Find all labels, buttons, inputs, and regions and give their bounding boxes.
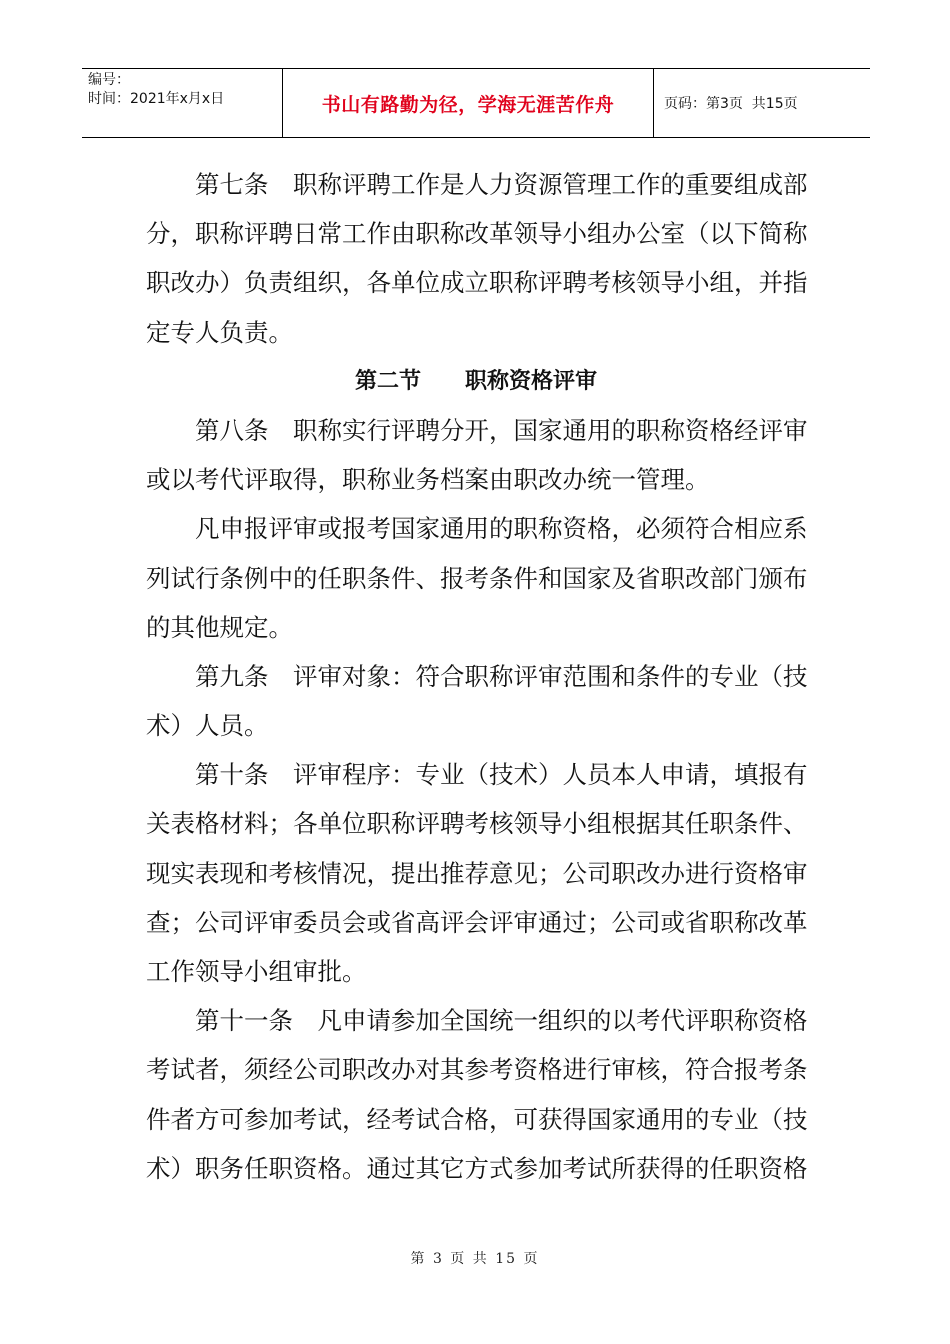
section-title: 第二节 职称资格评审: [354, 368, 597, 394]
page-header: [82, 68, 870, 138]
body-line: 考试者，须经公司职改办对其参考资格进行审核，符合报考条: [146, 1055, 808, 1085]
body-line: 关表格材料；各单位职称评聘考核领导小组根据其任职条件、: [146, 809, 808, 839]
page-info: 页码：第3页 共15页: [664, 96, 798, 112]
body-line: 分，职称评聘日常工作由职称改革领导小组办公室（以下简称: [146, 219, 808, 249]
body-line: 定专人负责。: [146, 317, 293, 347]
code-label: 编号：: [88, 72, 130, 88]
body-line: 现实表现和考核情况，提出推荐意见；公司职改办进行资格审: [146, 858, 808, 888]
body-line: 或以考代评取得，职称业务档案由职改办统一管理。: [146, 465, 710, 495]
body-line: 职改办）负责组织，各单位成立职称评聘考核领导小组，并指: [146, 268, 808, 298]
body-line: 第九条 评审对象：符合职称评审范围和条件的专业（技: [195, 661, 808, 691]
body-line: 第十一条 凡申请参加全国统一组织的以考代评职称资格: [195, 1006, 808, 1036]
body-line: 第八条 职称实行评聘分开，国家通用的职称资格经评审: [195, 415, 808, 445]
body-line: 件者方可参加考试，经考试合格，可获得国家通用的专业（技: [146, 1104, 808, 1134]
header-page-info-cell: [654, 69, 870, 137]
body-line: 的其他规定。: [146, 612, 293, 642]
date-label: 时间：2021年x月x日: [88, 91, 225, 107]
body-line: 查；公司评审委员会或省高评会评审通过；公司或省职称改革: [146, 907, 808, 937]
body-line: 列试行条例中的任职条件、报考条件和国家及省职改部门颁布: [146, 563, 808, 593]
body-line: 第十条 评审程序：专业（技术）人员本人申请，填报有: [195, 760, 808, 790]
body-line: 凡申报评审或报考国家通用的职称资格，必须符合相应系: [195, 514, 808, 544]
header-motto-cell: [282, 69, 654, 137]
header-meta: [82, 69, 282, 137]
body-line: 术）人员。: [146, 711, 269, 741]
body-line: 工作领导小组审批。: [146, 957, 367, 986]
body-line: 术）职务任职资格。通过其它方式参加考试所获得的任职资格: [146, 1153, 808, 1183]
body-line: 第七条 职称评聘工作是人力资源管理工作的重要组成部: [195, 170, 808, 199]
page-footer: 第 3 页 共 15 页: [410, 1251, 540, 1267]
document-body: [146, 160, 806, 1193]
motto-text: 书山有路勤为径，学海无涯苦作舟: [321, 93, 615, 116]
